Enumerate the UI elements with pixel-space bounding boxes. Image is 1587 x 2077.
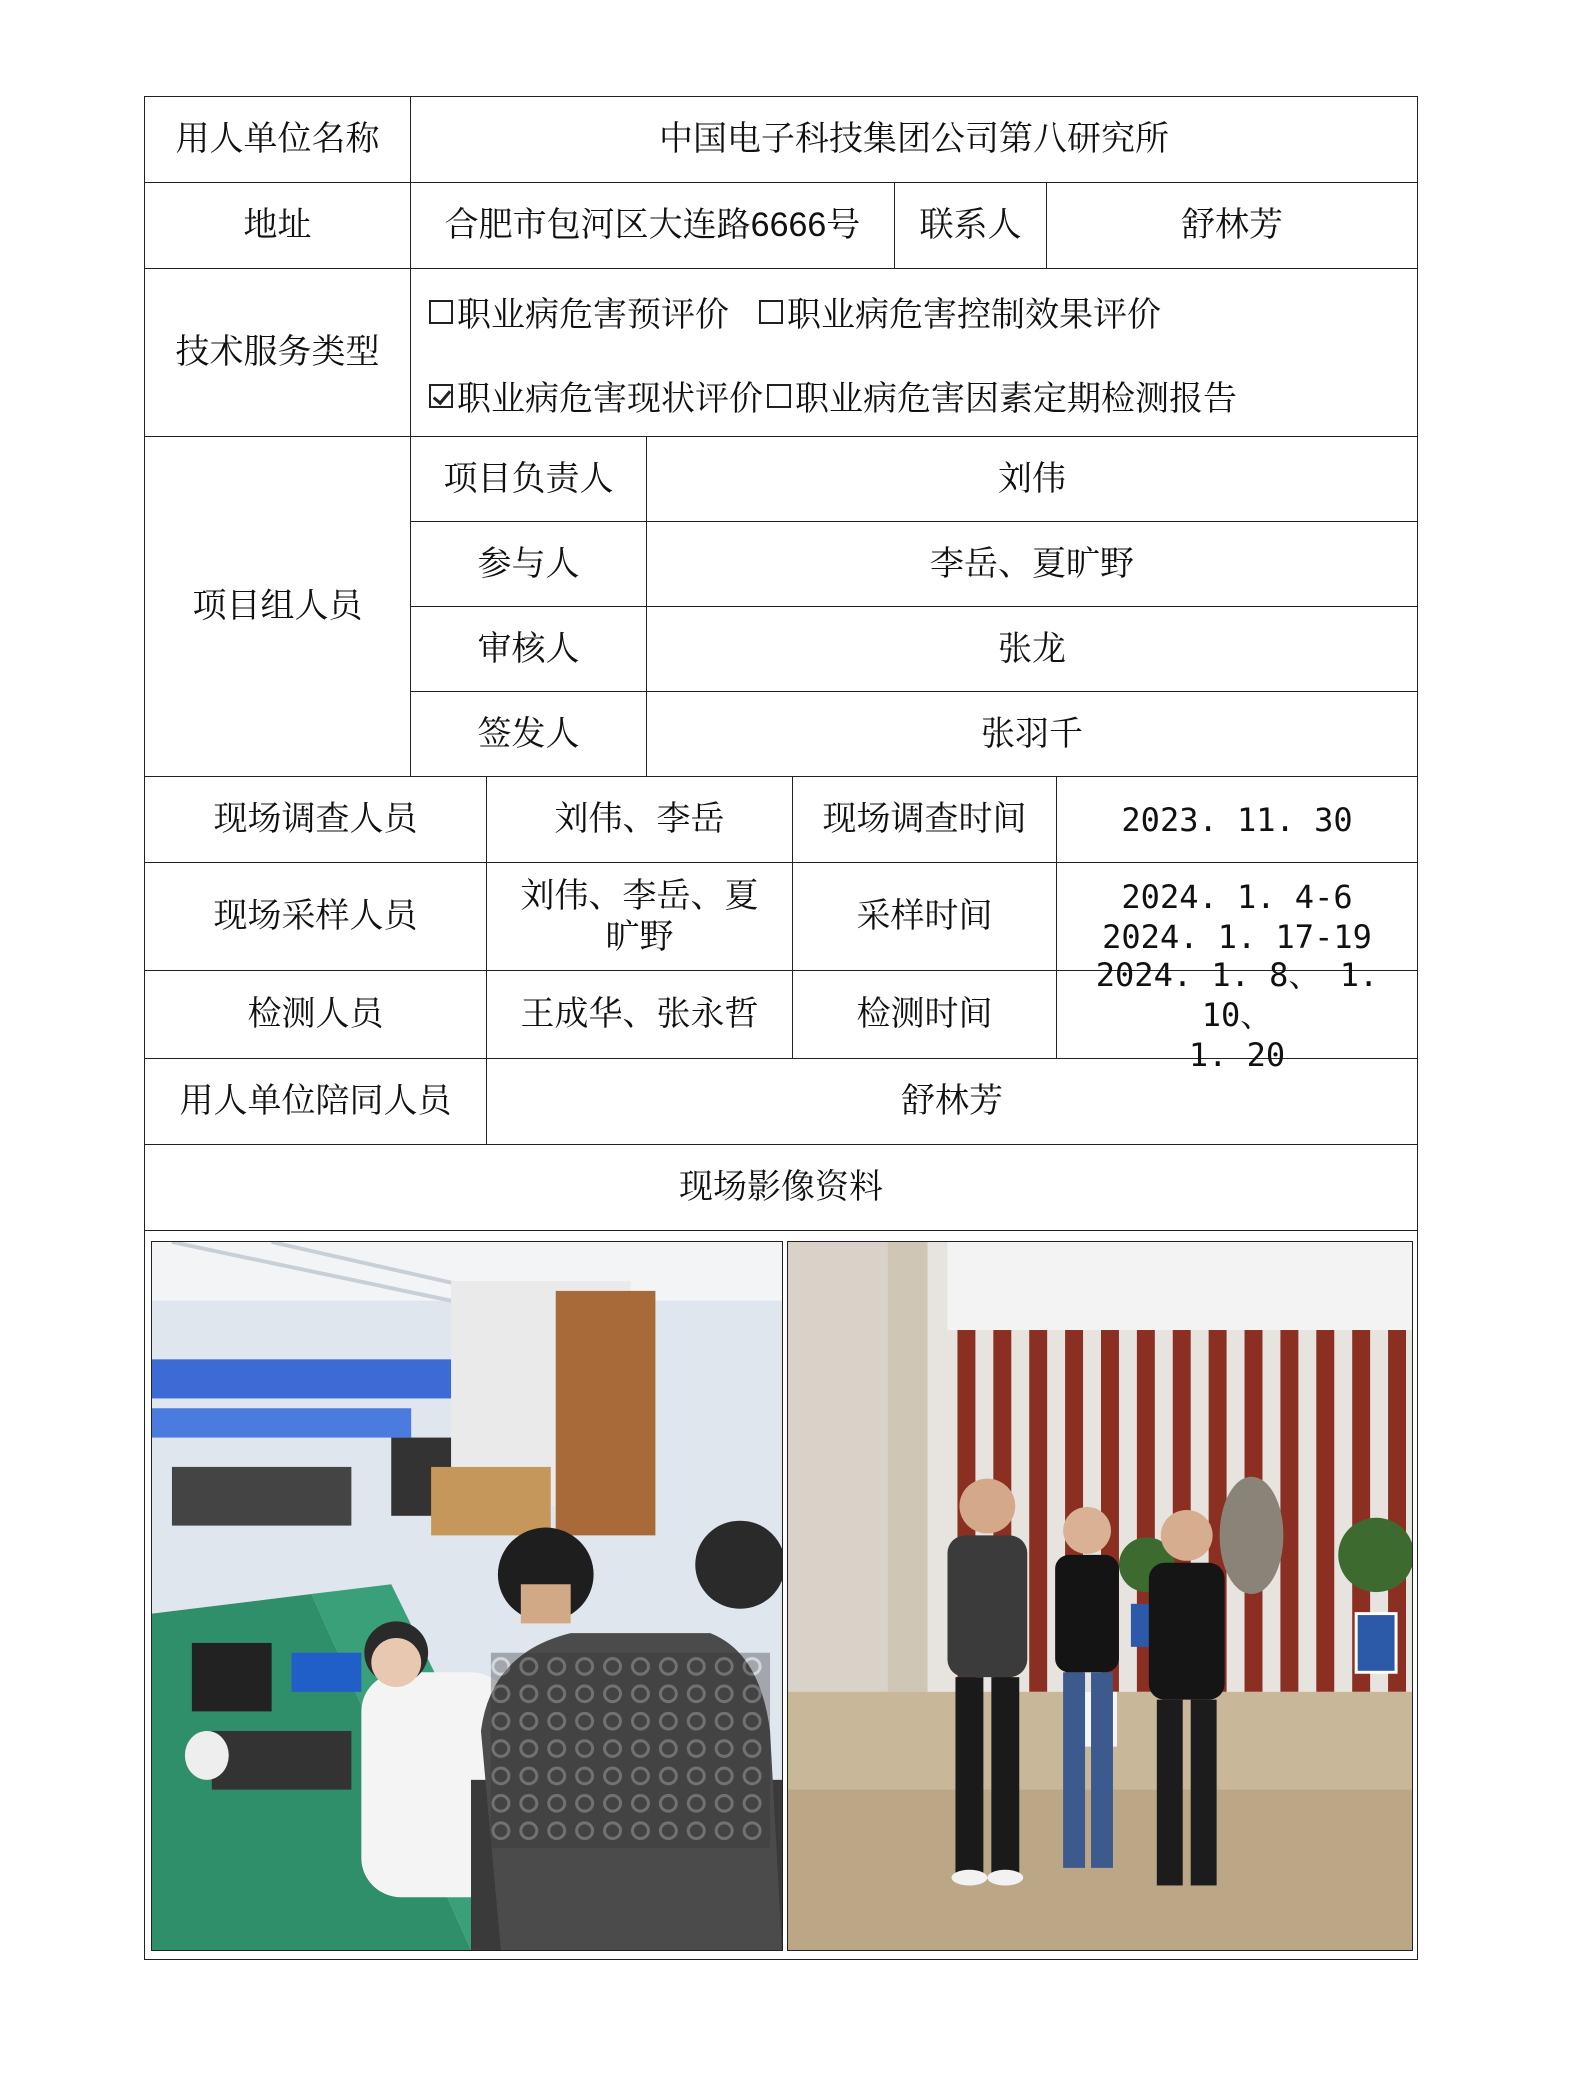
- checkbox-checked-icon[interactable]: [429, 384, 453, 408]
- testing-time-line: 1. 20: [1188, 1035, 1286, 1074]
- sampling-value-line: 旷野: [605, 916, 674, 957]
- employer-label: 用人单位名称: [145, 97, 411, 182]
- accompany-value: 舒林芳: [901, 1081, 1003, 1122]
- team-row-lead: [411, 437, 1417, 522]
- option-control-effect[interactable]: [759, 287, 1161, 336]
- team-name: 张羽千: [981, 714, 1083, 755]
- team-row-issuer: [411, 692, 1417, 777]
- team-subtable: [411, 437, 1417, 776]
- option-periodic-testing[interactable]: [767, 371, 1237, 420]
- lobby-group-photo: [787, 1241, 1413, 1951]
- option-label: 职业病危害预评价: [457, 295, 729, 335]
- sampling-label: 现场采样人员: [145, 863, 487, 970]
- service-options-line-1: [429, 287, 1161, 336]
- employer-value: 中国电子科技集团公司第八研究所: [659, 119, 1169, 160]
- team-label: 项目组人员: [145, 437, 411, 776]
- team-role: 参与人: [411, 522, 647, 606]
- survey-time-value: 2023. 11. 30: [1121, 800, 1353, 839]
- sampling-value: [487, 863, 793, 970]
- service-type-label: 技术服务类型: [145, 269, 411, 436]
- lobby-group-image: [788, 1242, 1412, 1950]
- sampling-time-label: 采样时间: [793, 863, 1057, 970]
- survey-row: [145, 777, 1417, 863]
- testing-label: 检测人员: [145, 971, 487, 1058]
- sampling-time-line: 2024. 1. 17-19: [1102, 917, 1372, 956]
- address-label: 地址: [145, 183, 411, 268]
- testing-time-line: 2024. 1. 8、 1. 10、: [1095, 955, 1379, 1034]
- option-label: 职业病危害因素定期检测报告: [795, 379, 1237, 419]
- survey-label: 现场调查人员: [145, 777, 487, 862]
- survey-value: 刘伟、李岳: [487, 777, 793, 862]
- lab-scene-photo: [151, 1241, 783, 1951]
- sampling-value-line: 刘伟、李岳、夏: [520, 875, 759, 916]
- lab-scene-image: [152, 1242, 782, 1950]
- photos-row: [145, 1231, 1417, 1959]
- team-row-participants: [411, 522, 1417, 607]
- survey-time-label: 现场调查时间: [793, 777, 1057, 862]
- option-pre-assessment[interactable]: [429, 287, 729, 336]
- accompany-row: [145, 1059, 1417, 1145]
- team-row-reviewer: [411, 607, 1417, 692]
- testing-value: 王成华、张永哲: [487, 971, 793, 1058]
- contact-value: 舒林芳: [1181, 205, 1283, 246]
- testing-row: [145, 955, 1417, 1074]
- sampling-time-line: 2024. 1. 4-6: [1121, 877, 1353, 916]
- checkbox-unchecked-icon[interactable]: [767, 384, 791, 408]
- address-row: [145, 183, 1417, 269]
- team-role: 项目负责人: [411, 437, 647, 521]
- employer-row: [145, 97, 1417, 183]
- info-table: [144, 96, 1418, 1960]
- service-type-options: [411, 269, 1417, 436]
- testing-time-value: [1057, 955, 1417, 1074]
- option-status-assessment[interactable]: [429, 371, 763, 420]
- images-label-row: [145, 1145, 1417, 1231]
- team-role: 签发人: [411, 692, 647, 777]
- accompany-label: 用人单位陪同人员: [145, 1059, 487, 1144]
- option-label: 职业病危害现状评价: [457, 379, 763, 419]
- team-name: 刘伟: [998, 458, 1066, 499]
- checkbox-unchecked-icon[interactable]: [429, 300, 453, 324]
- checkbox-unchecked-icon[interactable]: [759, 300, 783, 324]
- address-value: 合肥市包河区大连路6666号: [411, 183, 895, 268]
- service-type-row: [145, 269, 1417, 437]
- team-name: 李岳、夏旷野: [930, 543, 1134, 584]
- team-role: 审核人: [411, 607, 647, 691]
- team-name: 张龙: [998, 628, 1066, 669]
- option-label: 职业病危害控制效果评价: [787, 295, 1161, 335]
- contact-label: 联系人: [895, 183, 1047, 268]
- service-options-line-2: [429, 371, 1237, 420]
- team-row: [145, 437, 1417, 777]
- images-label: 现场影像资料: [679, 1167, 883, 1208]
- testing-time-label: 检测时间: [793, 971, 1057, 1058]
